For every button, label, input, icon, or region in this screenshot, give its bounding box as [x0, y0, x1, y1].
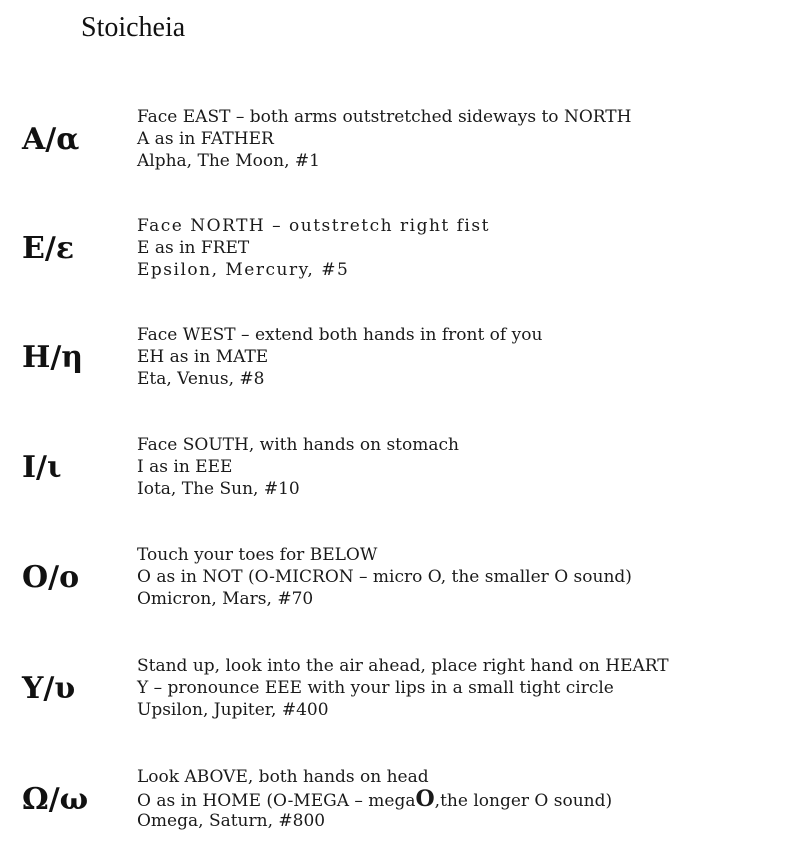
attribution-line: Eta, Venus, #8	[137, 369, 265, 389]
pronunciation-line: E as in FRET	[137, 238, 250, 258]
instruction-line: Face WEST – extend both hands in front of you	[137, 325, 543, 345]
page-title: Stoicheia	[81, 12, 186, 43]
instruction-line: Face EAST – both arms outstretched sideways to NORTH	[137, 107, 632, 127]
entry-iota-lines	[137, 434, 459, 500]
entry-alpha-lines	[137, 106, 631, 172]
attribution-line: Upsilon, Jupiter, #400	[137, 700, 329, 720]
letter-omega: Ω/ω	[22, 782, 89, 817]
entry-iota	[0, 434, 800, 514]
entry-eta-lines	[137, 324, 542, 390]
pronunciation-line: O as in NOT (O-MICRON – micro O, the smaller O sound)	[137, 567, 632, 587]
letter-omicron: O/o	[22, 560, 80, 595]
instruction-line: Face SOUTH, with hands on stomach	[137, 435, 459, 455]
letter-upsilon: Y/υ	[22, 671, 76, 706]
entry-omicron	[0, 544, 800, 624]
letter-eta: H/η	[22, 340, 84, 375]
pronunciation-line: EH as in MATE	[137, 347, 269, 367]
pronunciation-line	[137, 788, 612, 810]
attribution-line: Omega, Saturn, #800	[137, 811, 326, 831]
instruction-line: Look ABOVE, both hands on head	[137, 767, 429, 787]
pronunciation-line: A as in FATHER	[137, 129, 274, 149]
instruction-line: Touch your toes for BELOW	[137, 545, 378, 565]
instruction-line: Face NORTH – outstretch right fist	[137, 216, 490, 236]
pronunciation-text-start: O as in HOME (O-MEGA – mega	[137, 791, 416, 811]
letter-iota: I/ι	[22, 450, 62, 485]
pronunciation-line: I as in EEE	[137, 457, 233, 477]
attribution-line: Iota, The Sun, #10	[137, 479, 300, 499]
entry-omicron-lines	[137, 544, 632, 610]
entry-alpha	[0, 106, 800, 186]
attribution-line: Alpha, The Moon, #1	[137, 151, 320, 171]
attribution-line: Epsilon, Mercury, #5	[137, 260, 350, 280]
entry-epsilon-lines	[137, 215, 490, 281]
entry-upsilon-lines	[137, 655, 669, 721]
entry-eta	[0, 324, 800, 404]
instruction-line: Stand up, look into the air ahead, place right hand on HEART	[137, 656, 669, 676]
letter-epsilon: E/ε	[22, 231, 75, 266]
pronunciation-text-end: ,the longer O sound)	[434, 791, 613, 811]
entry-epsilon	[0, 215, 800, 295]
emphasized-o: O	[415, 786, 435, 812]
entry-omega-lines	[137, 766, 612, 832]
letter-alpha: A/α	[22, 122, 80, 157]
entry-upsilon	[0, 655, 800, 735]
pronunciation-line: Y – pronounce EEE with your lips in a small tight circle	[137, 678, 614, 698]
entry-omega	[0, 766, 800, 846]
attribution-line: Omicron, Mars, #70	[137, 589, 314, 609]
